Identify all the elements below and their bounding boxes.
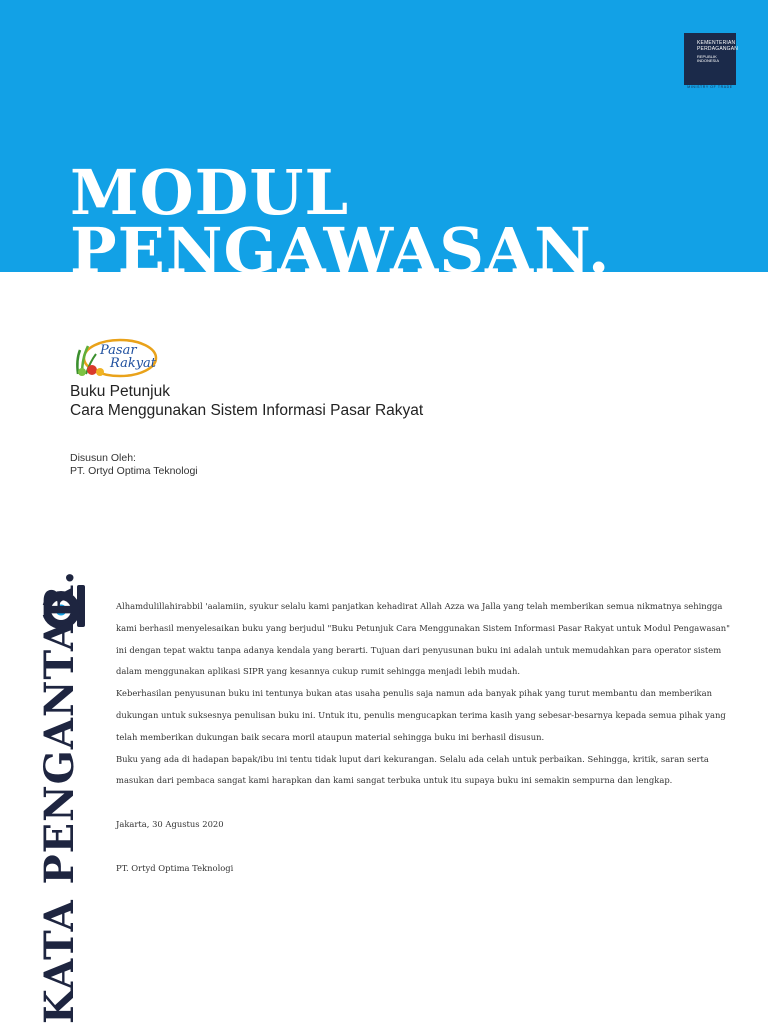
cover-banner <box>0 0 768 272</box>
pasar-logo-word2: Rakyat <box>110 356 157 371</box>
preface-place-date: Jakarta, 30 Agustus 2020 <box>116 819 224 830</box>
document-subtitle <box>70 382 423 420</box>
title-line-1: MODUL <box>70 156 350 229</box>
pasar-rakyat-logo <box>70 334 162 380</box>
preface-heading: KATA PENGANTAR. <box>36 569 83 1024</box>
title-line-2: PENGAWASAN. <box>70 214 611 272</box>
preface-paragraph-2: Keberhasilan penyusunan buku ini tentunya bukan atas usaha penulis saja namun ada banyak pihak yang turut membantu dan memberikan dukungan untuk suksesnya penulisan buku ini. Untuk itu, penulis mengucapkan terima kasih yang sebesar-besarnya kepada semua pihak yang telah memberikan dukungan baik secara moril ataupun material sehingga buku ini berhasil disusun. <box>116 688 726 742</box>
ministry-logo-line2: PERDAGANGAN <box>697 45 739 52</box>
ministry-logo-line1: KEMENTERIAN <box>697 40 736 46</box>
ministry-logo <box>684 33 739 85</box>
author-name: PT. Ortyd Optima Teknologi <box>70 465 198 477</box>
subtitle-line-2: Cara Menggunakan Sistem Informasi Pasar Rakyat <box>70 402 424 419</box>
author-label: Disusun Oleh: <box>70 452 136 464</box>
preface-signature: PT. Ortyd Optima Teknologi <box>116 862 234 873</box>
preface-paragraph-3: Buku yang ada di hadapan bapak/ibu ini tentu tidak luput dari kekurangan. Selalu ada celah untuk perbaikan. Sehingga, kritik, saran serta masukan dari pembaca sangat kami harapkan dan kami sangat terbuka untuk itu supaya buku ini semakin sempurna dan lengkap. <box>116 753 709 786</box>
ministry-logo-line3: REPUBLIK INDONESIA <box>697 54 720 63</box>
preface-body <box>116 596 738 880</box>
subtitle-line-1: Buku Petunjuk <box>70 383 170 400</box>
preface-paragraph-1: Alhamdulillahirabbil 'aalamiin, syukur selalu kami panjatkan kehadirat Allah Azza wa Jalla yang telah memberikan semua nikmatnya sehingga kami berhasil menyelesaikan buku yang berjudul "Buku Petunjuk Cara Menggunakan Sistem Informasi Pasar Rakyat untuk Modul Pengawasan" ini dengan tepat waktu tanpa adanya kendala yang berarti. Tujuan dari penyusunan buku ini adalah untuk memudahkan para operator sistem dalam menggunakan aplikasi SIPR yang kesannya cukup rumit sehingga menjadi lebih mudah. <box>116 601 731 677</box>
author-block <box>70 452 198 478</box>
ministry-logo-subtext: MINISTRY OF TRADE <box>687 85 733 89</box>
pasar-logo-word1: Pasar <box>100 343 137 358</box>
